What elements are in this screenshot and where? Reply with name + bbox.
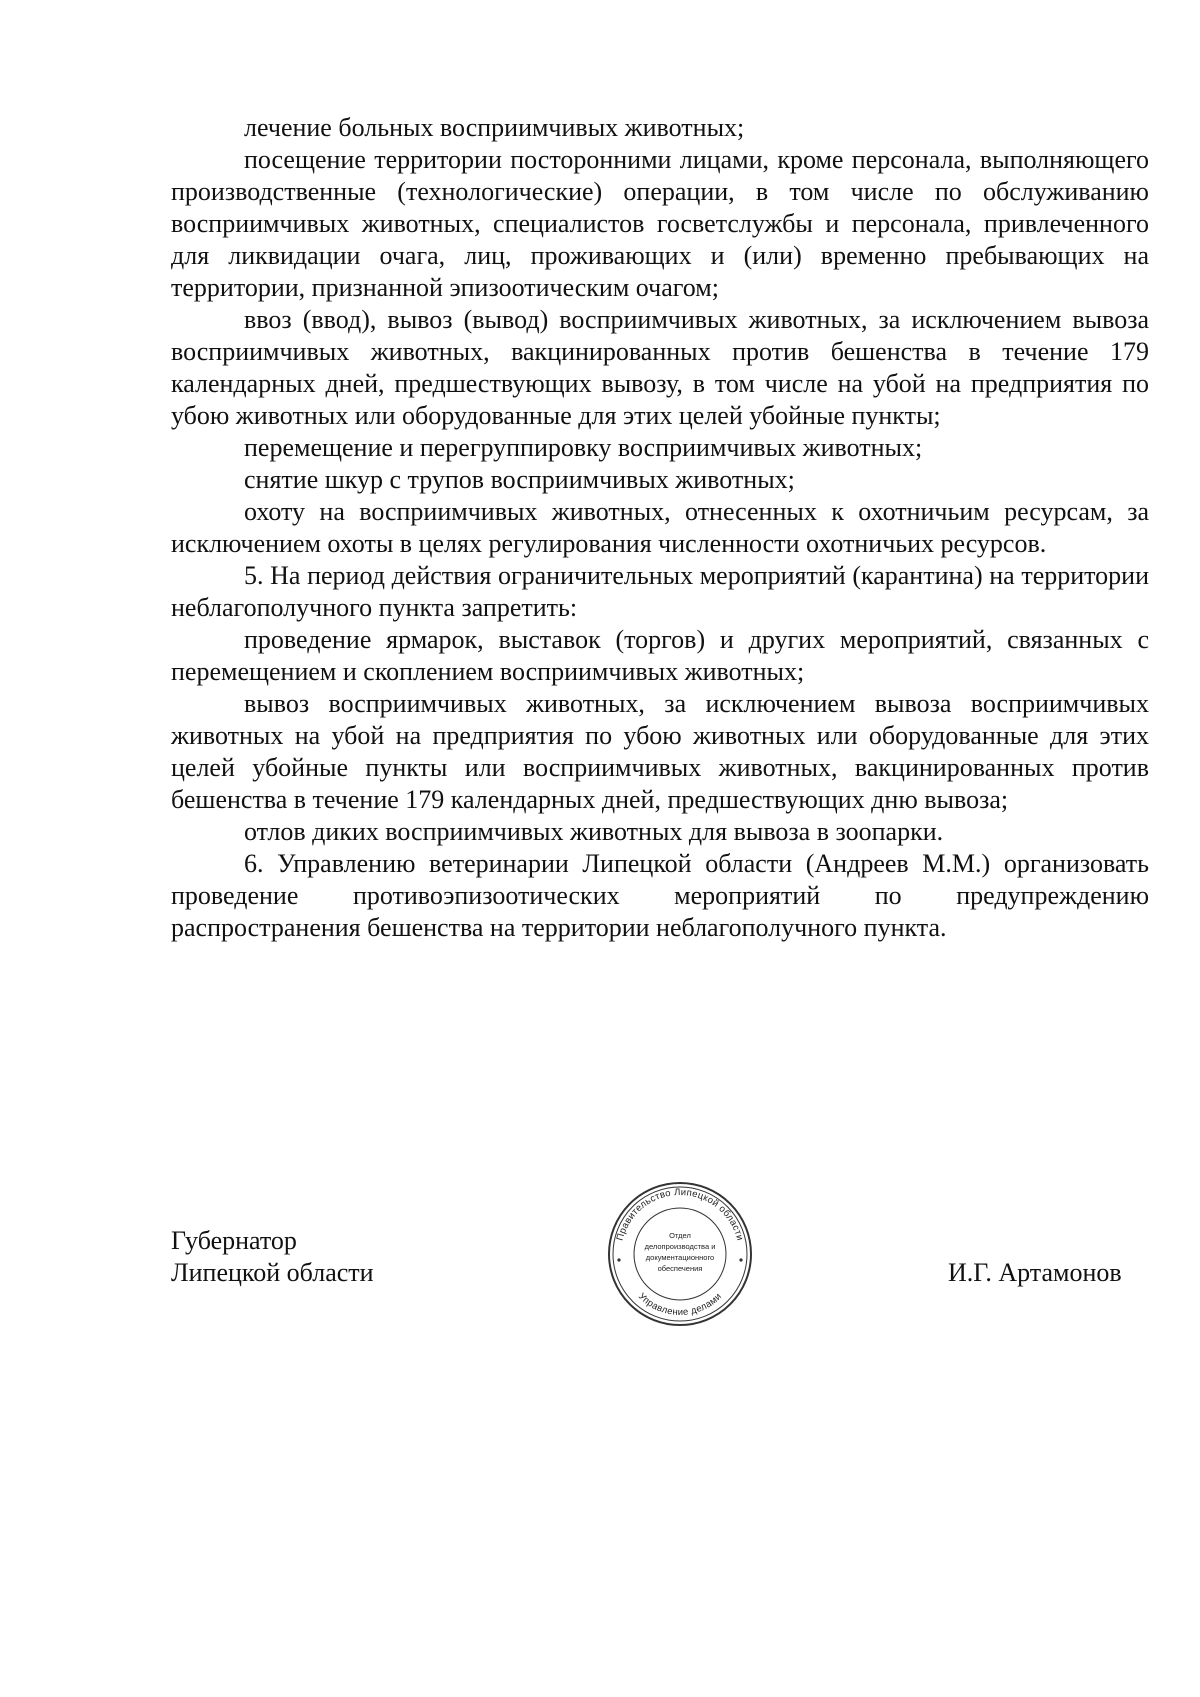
seal-outer-bottom-text: Управление делами <box>636 1291 725 1319</box>
paragraph: лечение больных восприимчивых животных; <box>244 113 745 142</box>
seal-center-line: документационного <box>645 1253 715 1262</box>
paragraph: проведение ярмарок, выставок (торгов) и других мероприятий, связанных с перемещением и скоплением восприимчивых животных; <box>171 625 1149 686</box>
seal-star-icon <box>739 1258 742 1261</box>
seal-outer-top-text: Правительство Липецкой области <box>614 1186 746 1242</box>
seal-star-icon <box>617 1258 620 1261</box>
signatory-name: И.Г. Артамонов <box>948 1258 1122 1287</box>
signatory-position: Губернатор <box>171 1226 297 1255</box>
paragraph: посещение территории посторонними лицами, кроме персонала, выполняющего производственные (технологические) операции, в том числе по обслуживанию восприимчивых животных, специалистов госветслужбы и персонала, привлеченного для ликвидации очага, лиц, проживающих и (или) временно пребывающих на территории, признанной эпизоотическим очагом; <box>171 145 1149 302</box>
seal-center-line: Отдел <box>669 1231 691 1240</box>
seal-center-line: делопроизводства и <box>644 1242 716 1251</box>
paragraph: снятие шкур с трупов восприимчивых животных; <box>244 465 795 494</box>
paragraph: ввоз (ввод), вывоз (вывод) восприимчивых животных, за исключением вывоза восприимчивых животных, вакцинированных против бешенства в течение 179 календарных дней, предшествующих вывозу, в том числе на убой на предприятия по убою животных или оборудованные для этих целей убойные пункты; <box>171 305 1149 430</box>
seal-center-line: обеспечения <box>657 1264 703 1273</box>
document-body <box>171 112 1149 944</box>
paragraph: охоту на восприимчивых животных, отнесенных к охотничьим ресурсам, за исключением охоты в целях регулирования численности охотничьих ресурсов. <box>171 497 1149 558</box>
official-seal <box>606 1180 754 1328</box>
paragraph: 6. Управлению ветеринарии Липецкой области (Андреев М.М.) организовать проведение противоэпизоотических мероприятий по предупреждению распространения бешенства на территории неблагополучного пункта. <box>171 849 1149 942</box>
paragraph: перемещение и перегруппировку восприимчивых животных; <box>244 433 923 462</box>
signatory-title <box>171 1225 374 1289</box>
paragraph: 5. На период действия ограничительных мероприятий (карантина) на территории неблагополучного пункта запретить: <box>171 561 1149 622</box>
paragraph: отлов диких восприимчивых животных для вывоза в зоопарки. <box>244 817 944 846</box>
signatory-region: Липецкой области <box>171 1258 374 1287</box>
paragraph: вывоз восприимчивых животных, за исключением вывоза восприимчивых животных на убой на предприятия по убою животных или оборудованные для этих целей убойные пункты или восприимчивых животных, вакцинированных против бешенства в течение 179 календарных дней, предшествующих дню вывоза; <box>171 689 1149 814</box>
